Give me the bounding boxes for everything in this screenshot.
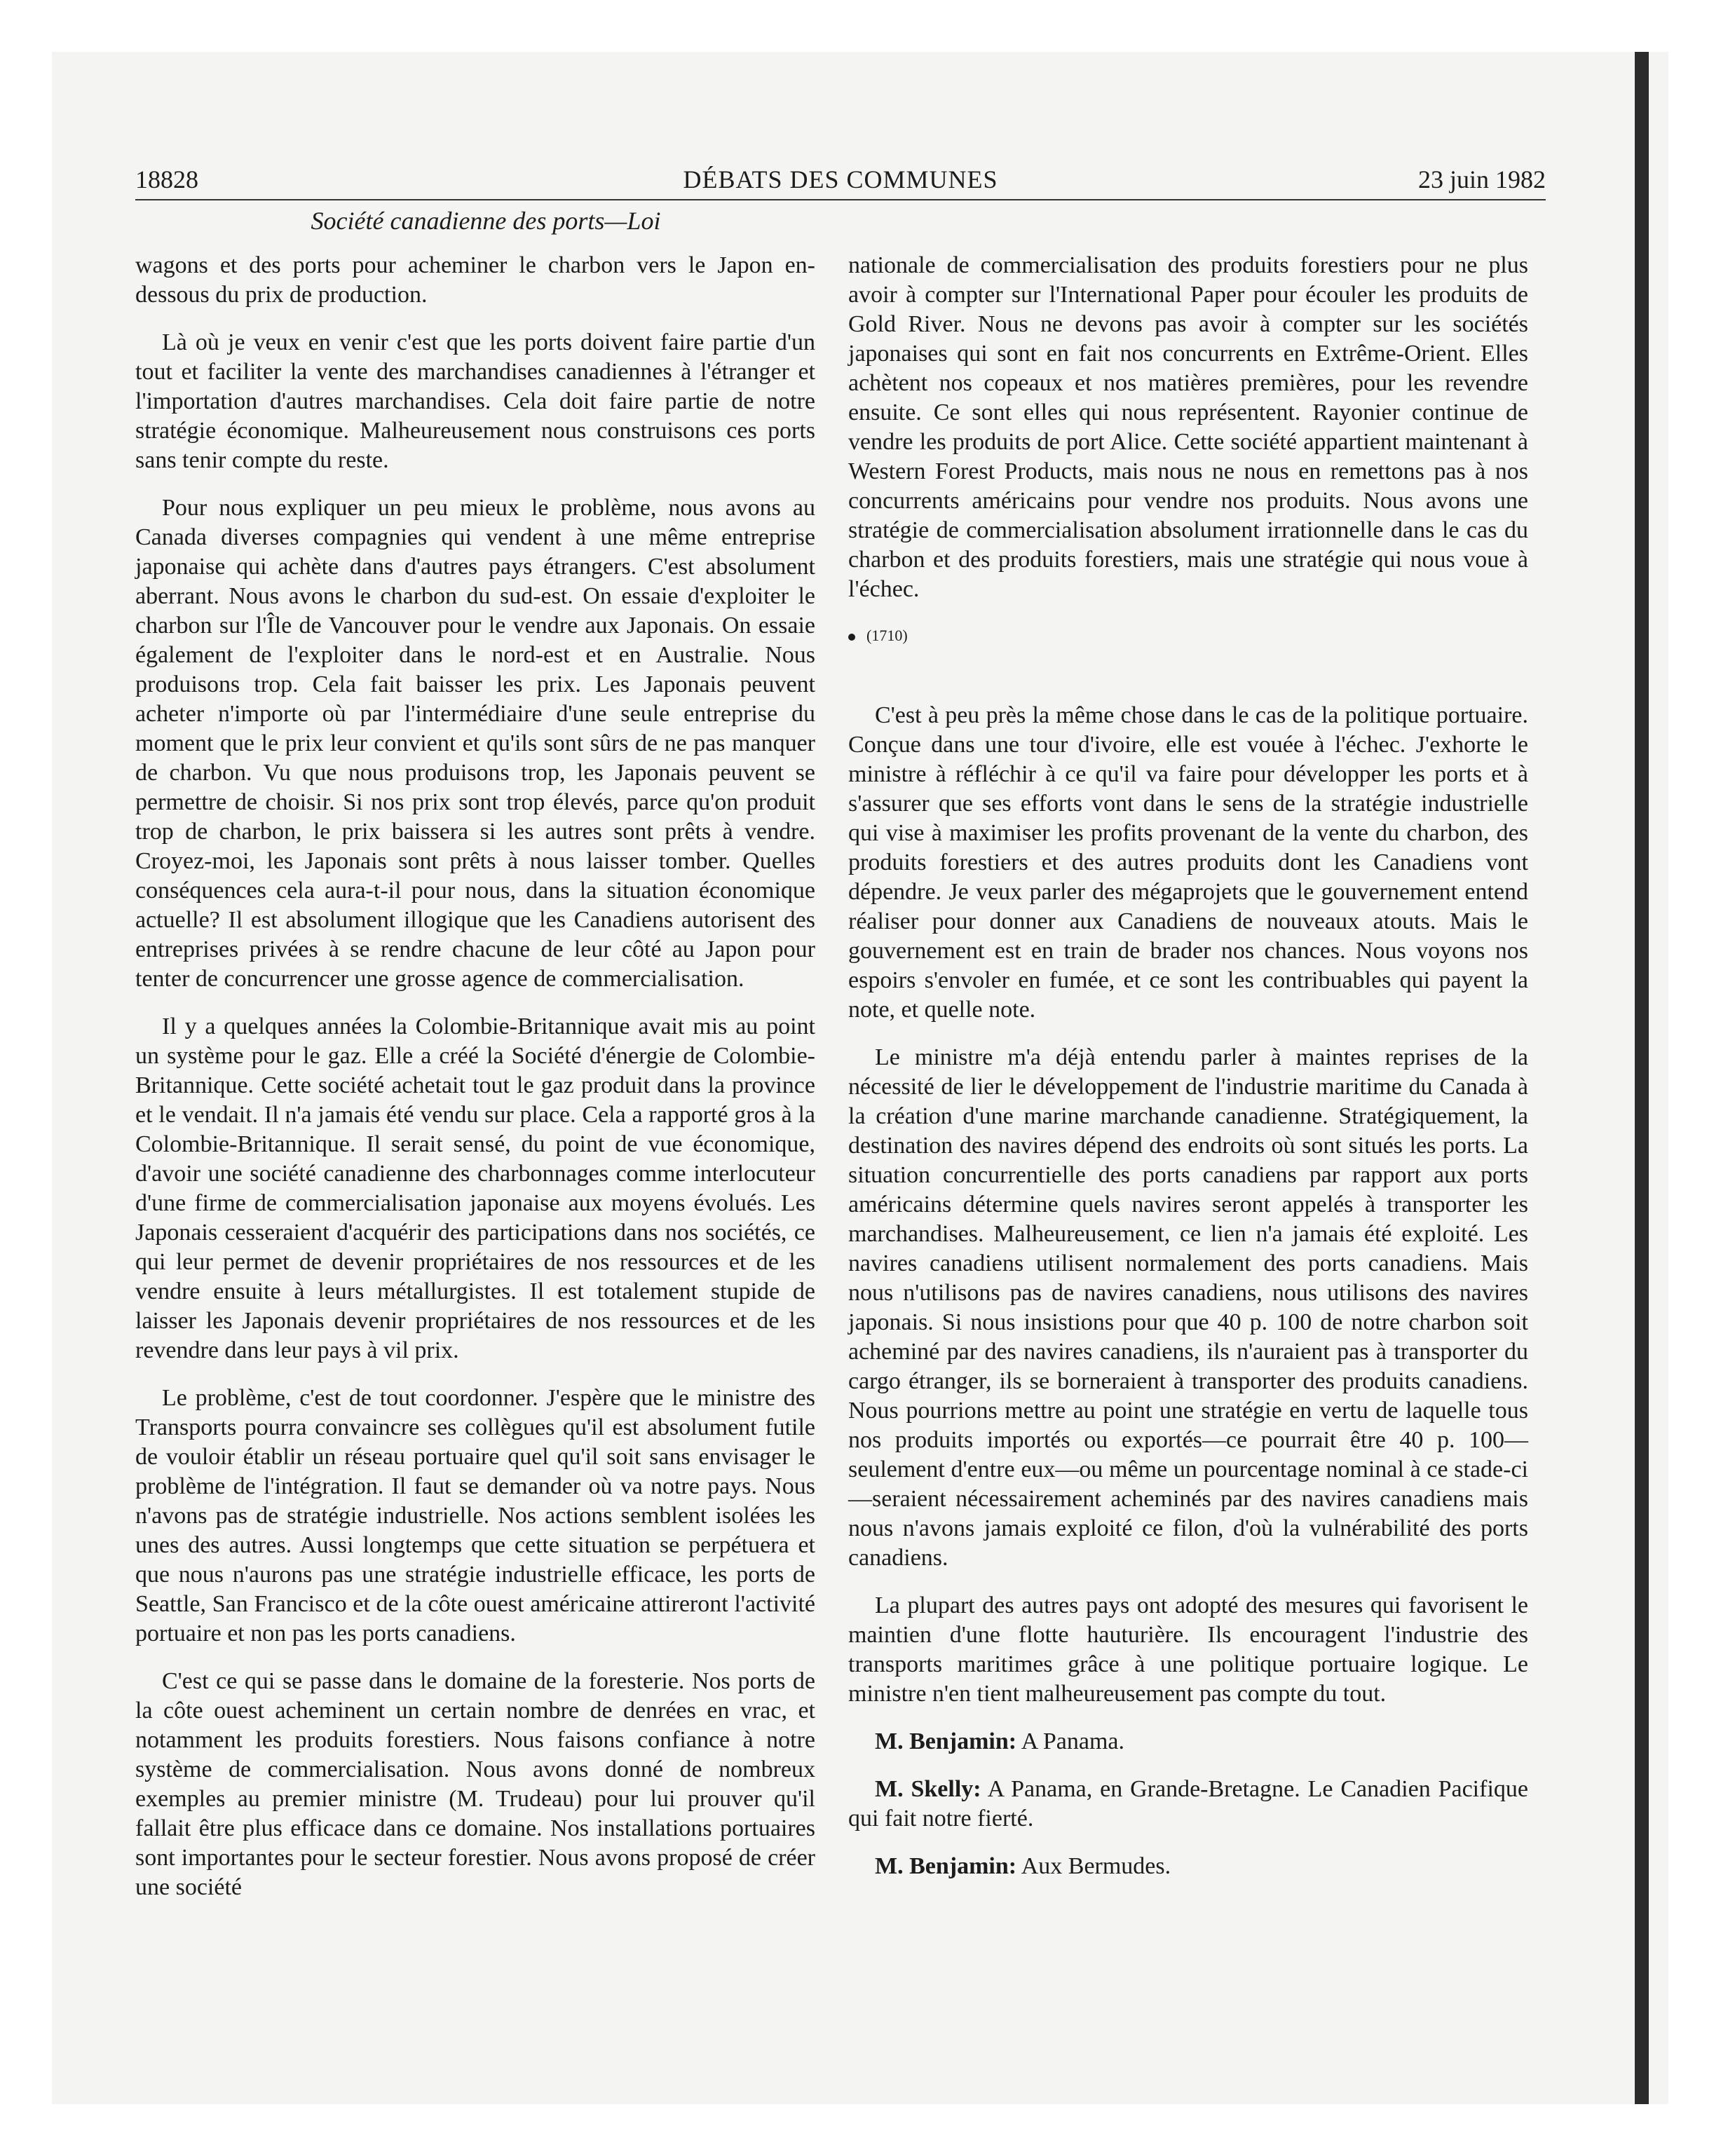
paragraph: Le problème, c'est de tout coordonner. J'espère que le ministre des Transports pourra convaincre ses collègues qu'il est absolument futile de vouloir établir un réseau portuaire quel qu'il soit sans envisager le problème de l'intégration. Il faut se demander où va notre pays. Nous n'avons pas de stratégie industrielle. Nos actions semblent isolées les unes des autres. Aussi longtemps que cette situation se perpétuera et que nous n'aurons pas une stratégie industrielle efficace, les ports de Seattle, San Francisco et de la côte ouest américaine attireront l'activité portuaire et non pas les ports canadiens. bbox=[135, 1385, 815, 1646]
speaker-exchange bbox=[848, 1775, 1528, 1834]
paragraph: nationale de commercialisation des produits forestiers pour ne plus avoir à compter sur l'International Paper pour écouler les produits de Gold River. Nous ne devons pas avoir à compter sur les sociétés japonaises qui sont en fait nos concurrents en Extrême-Orient. Elles achètent nos copeaux et nos matières premières, pour les revendre ensuite. Ce sont elles qui nous représentent. Rayonier continue de vendre les produits de port Alice. Cette société appartient maintenant à Western Forest Products, mais nous ne nous en remettons pas à nos concurrents américains pour vendre nos produits. Nous avons une stratégie de commercialisation absolument irrationnelle dans le cas du charbon et des produits forestiers, mais une stratégie qui nous voue à l'échec. bbox=[848, 252, 1528, 602]
paragraph: La plupart des autres pays ont adopté des mesures qui favorisent le maintien d'une flotte hauturière. Ils encouragent l'industrie des transports maritimes grâce à une politique portuaire logique. Le ministre n'en tient malheureusement pas compte du tout. bbox=[848, 1592, 1528, 1707]
time-marker bbox=[848, 625, 1528, 646]
speaker-name: M. Benjamin: bbox=[875, 1853, 1017, 1879]
section-subheading: Société canadienne des ports—Loi bbox=[311, 207, 661, 235]
page-header bbox=[135, 160, 1546, 200]
speaker-exchange bbox=[848, 1852, 1528, 1881]
time-marker-text: (1710) bbox=[866, 627, 908, 644]
right-column bbox=[848, 251, 1528, 1899]
speaker-text: A Panama, en Grande-Bretagne. Le Canadien Pacifique qui fait notre fierté. bbox=[848, 1776, 1528, 1831]
speaker-name: M. Benjamin: bbox=[875, 1728, 1017, 1754]
paragraph: Le ministre m'a déjà entendu parler à maintes reprises de la nécessité de lier le développement de l'industrie maritime du Canada à la création d'une marine marchande canadienne. Stratégiquement, la destination des navires dépend des endroits où sont situés les ports. La situation concurrentielle des ports canadiens par rapport aux ports américains détermine quels navires seront appelés à transporter les marchandises. Malheureusement, ce lien n'a jamais été exploité. Les navires canadiens utilisent normalement des ports canadiens. Mais nous n'utilisons pas de navires canadiens, nous utilisons des navires japonais. Si nous insistions pour que 40 p. 100 de notre charbon soit acheminé par des navires canadiens, ils n'auraient pas à transporter du cargo étranger, ils se borneraient à transporter des produits canadiens. Nous pourrions mettre au point une stratégie en vertu de laquelle tous nos produits importés ou exportés—ce pourrait être 40 p. 100—seulement d'entre eux—ou même un pourcentage nominal à ce stade-ci—seraient nécessairement acheminés par des navires canadiens mais nous n'avons jamais exploité ce filon, d'où la vulnérabilité des ports canadiens. bbox=[848, 1044, 1528, 1571]
speaker-name: M. Skelly: bbox=[875, 1776, 981, 1802]
paragraph: Il y a quelques années la Colombie-Britannique avait mis au point un système pour le gaz. Elle a créé la Société d'énergie de Colombie-Britannique. Cette société achetait tout le gaz produit dans la province et le vendait. Il n'a jamais été vendu sur place. Cela a rapporté gros à la Colombie-Britannique. Il serait sensé, du point de vue économique, d'avoir une société canadienne des charbonnages comme interlocuteur d'une firme de commercialisation japonaise aux moyens évolués. Les Japonais cesseraient d'acquérir des participations dans nos sociétés, ce qui leur permet de devenir propriétaires de nos ressources et de les vendre ensuite à leurs métallurgistes. Il est totalement stupide de laisser les Japonais devenir propriétaires de nos ressources et de les revendre dans leur pays à vil prix. bbox=[135, 1014, 815, 1363]
speaker-exchange bbox=[848, 1727, 1528, 1756]
scan-edge bbox=[1635, 52, 1649, 2104]
paragraph: Pour nous expliquer un peu mieux le problème, nous avons au Canada diverses compagnies qui vendent à une même entreprise japonaise qui achète dans d'autres pays étrangers. C'est absolument aberrant. Nous avons le charbon du sud-est. On essaie d'exploiter le charbon sur l'Île de Vancouver pour le vendre aux Japonais. On essaie également de l'exploiter dans le nord-est et en Australie. Nous produisons trop. Cela fait baisser les prix. Les Japonais peuvent acheter n'importe où par l'intermédiaire d'une seule entreprise du moment que le prix leur convient et qu'ils sont sûrs de ne pas manquer de charbon. Vu que nous produisons trop, les Japonais peuvent se permettre de choisir. Si nos prix sont trop élevés, parce qu'on produit trop de charbon, le prix baissera si les autres sont prêts à vendre. Croyez-moi, les Japonais sont prêts à nous laisser tomber. Quelles conséquences cela aura-t-il pour nous, dans la situation économique actuelle? Il est absolument illogique que les Canadiens autorisent des entreprises privées à se rendre chacune de leur côté au Japon pour tenter de concurrencer une grosse agence de commercialisation. bbox=[135, 495, 815, 992]
paragraph: Là où je veux en venir c'est que les ports doivent faire partie d'un tout et faciliter la vente des marchandises canadiennes à l'étranger et l'importation d'autres marchandises. Cela doit faire partie de notre stratégie économique. Malheureusement nous construisons ces ports sans tenir compte du reste. bbox=[135, 329, 815, 473]
bullet-icon bbox=[848, 634, 855, 641]
speaker-text: A Panama. bbox=[1021, 1728, 1125, 1754]
publication-title: DÉBATS DES COMMUNES bbox=[683, 165, 998, 193]
paragraph: C'est ce qui se passe dans le domaine de la foresterie. Nos ports de la côte ouest acheminent un certain nombre de denrées en vrac, et notamment les produits forestiers. Nous faisons confiance à notre système de commercialisation. Nous avons donné de nombreux exemples au premier ministre (M. Trudeau) pour lui prouver qu'il fallait être plus efficace dans ce domaine. Nos installations portuaires sont importantes pour le secteur forestier. Nous avons proposé de créer une société bbox=[135, 1668, 815, 1900]
speaker-text: Aux Bermudes. bbox=[1021, 1853, 1171, 1879]
page-date: 23 juin 1982 bbox=[1417, 165, 1546, 193]
page-number: 18828 bbox=[135, 165, 198, 193]
paragraph: C'est à peu près la même chose dans le cas de la politique portuaire. Conçue dans une tour d'ivoire, elle est vouée à l'échec. J'exhorte le ministre à réfléchir à ce qu'il va faire pour développer les ports et à s'assurer que ses efforts vont dans le sens de la stratégie industrielle qui vise à maximiser les profits provenant de la vente du charbon, des produits forestiers et des autres produits dont les Canadiens vont dépendre. Je veux parler des mégaprojets que le gouvernement entend réaliser pour donner aux Canadiens de nouveaux atouts. Mais le gouvernement est en train de brader nos chances. Nous voyons nos espoirs s'envoler en fumée, et ce sont les contribuables qui payent la note, et quelle note. bbox=[848, 702, 1528, 1023]
left-column bbox=[135, 251, 815, 1920]
paragraph: wagons et des ports pour acheminer le charbon vers le Japon en-dessous du prix de production. bbox=[135, 252, 815, 308]
